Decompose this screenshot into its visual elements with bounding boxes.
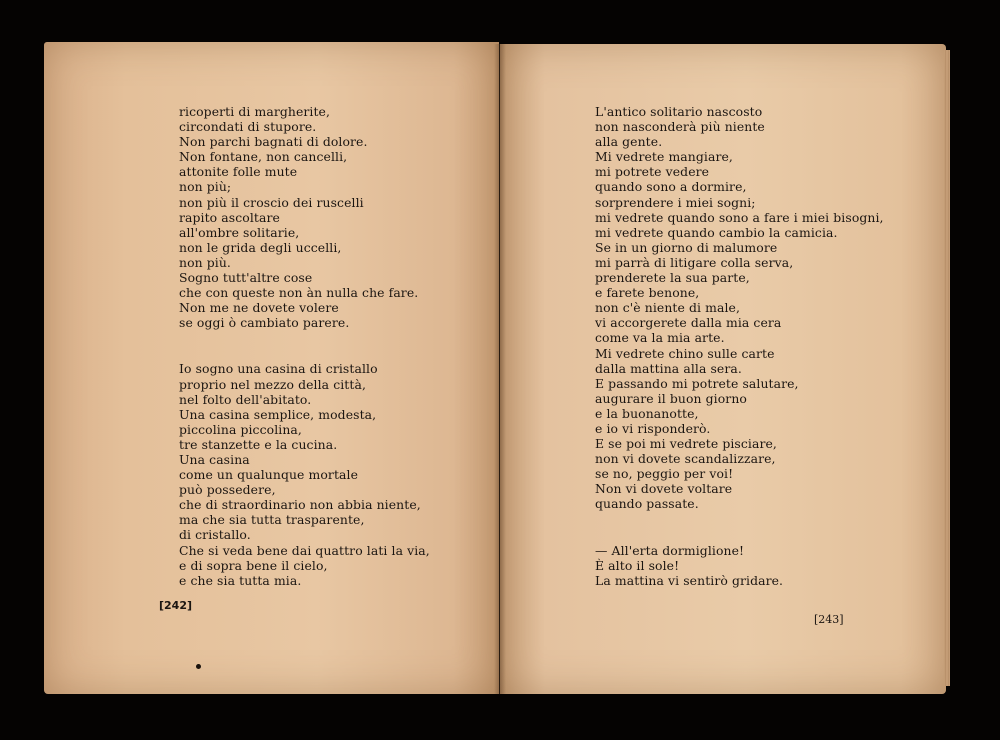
poem-line: mi vedrete quando cambio la camicia.: [595, 224, 838, 240]
poem-line: mi vedrete quando sono a fare i miei bisogni,: [595, 209, 884, 225]
poem-line: non più.: [179, 254, 231, 270]
poem-line: quando passate.: [595, 496, 699, 512]
poem-line: se oggi ò cambiato parere.: [179, 315, 350, 331]
left-poem-text: [179, 104, 430, 588]
poem-line: ma che sia tutta trasparente,: [179, 512, 365, 528]
poem-line: Una casina: [179, 451, 250, 467]
poem-line: può possedere,: [179, 482, 276, 498]
poem-line: quando sono a dormire,: [595, 179, 747, 195]
poem-line: Una casina semplice, modesta,: [179, 406, 377, 422]
poem-line: non le grida degli uccelli,: [179, 239, 342, 255]
poem-line: Che si veda bene dai quattro lati la via,: [179, 542, 430, 558]
poem-line: Non parchi bagnati di dolore.: [179, 134, 368, 150]
poem-line: Mi vedrete mangiare,: [595, 149, 733, 165]
stanza-break: [595, 512, 884, 543]
poem-line: se no, peggio per voi!: [595, 466, 734, 482]
poem-line: mi parrà di litigare colla serva,: [595, 254, 794, 270]
poem-line: alla gente.: [595, 134, 663, 150]
poem-line: ricoperti di margherite,: [179, 104, 331, 119]
poem-line: E se poi mi vedrete pisciare,: [595, 436, 777, 452]
poem-line: — All'erta dormiglione!: [595, 542, 745, 558]
poem-line: non vi dovete scandalizzare,: [595, 451, 776, 467]
right-page-number: [243]: [814, 613, 844, 626]
poem-line: prenderete la sua parte,: [595, 270, 750, 286]
poem-line: e che sia tutta mia.: [179, 572, 302, 588]
poem-line: non c'è niente di male,: [595, 300, 740, 316]
poem-line: Sogno tutt'altre cose: [179, 270, 313, 286]
poem-line: vi accorgerete dalla mia cera: [595, 315, 782, 331]
poem-line: mi potrete vedere: [595, 164, 710, 180]
poem-line: di cristallo.: [179, 527, 251, 543]
poem-line: nel folto dell'abitato.: [179, 391, 312, 407]
left-page-number: [242]: [159, 599, 193, 612]
poem-line: L'antico solitario nascosto: [595, 104, 763, 119]
poem-line: circondati di stupore.: [179, 119, 317, 135]
poem-line: Se in un giorno di malumore: [595, 239, 778, 255]
poem-line: come un qualunque mortale: [179, 467, 359, 483]
poem-line: e la buonanotte,: [595, 405, 699, 421]
poem-line: proprio nel mezzo della città,: [179, 376, 366, 392]
poem-line: e io vi risponderò.: [595, 420, 711, 436]
poem-line: dalla mattina alla sera.: [595, 360, 742, 376]
poem-line: Non me ne dovete volere: [179, 300, 339, 316]
stanza-break: [179, 330, 430, 361]
poem-line: piccolina piccolina,: [179, 421, 302, 437]
poem-line: tre stanzette e la cucina.: [179, 436, 338, 452]
poem-line: Non vi dovete voltare: [595, 481, 733, 497]
poem-line: non più;: [179, 179, 232, 195]
poem-line: La mattina vi sentirò gridare.: [595, 572, 784, 588]
poem-line: non più il croscio dei ruscelli: [179, 194, 364, 210]
poem-line: sorprendere i miei sogni;: [595, 194, 756, 210]
poem-line: che con queste non àn nulla che fare.: [179, 285, 419, 301]
ink-spot: [196, 664, 201, 669]
poem-line: come va la mia arte.: [595, 330, 725, 346]
poem-line: che di straordinario non abbia niente,: [179, 497, 421, 513]
right-poem-text: [595, 104, 884, 588]
book-gutter: [494, 44, 506, 694]
poem-line: E passando mi potrete salutare,: [595, 375, 799, 391]
poem-line: augurare il buon giorno: [595, 390, 747, 406]
page-edges: [944, 50, 950, 686]
poem-line: e farete benone,: [595, 285, 700, 301]
poem-line: Mi vedrete chino sulle carte: [595, 345, 775, 361]
poem-line: all'ombre solitarie,: [179, 224, 300, 240]
poem-line: Io sogno una casina di cristallo: [179, 361, 378, 377]
poem-line: e di sopra bene il cielo,: [179, 557, 328, 573]
poem-line: È alto il sole!: [595, 557, 680, 573]
poem-line: rapito ascoltare: [179, 209, 280, 225]
poem-line: attonite folle mute: [179, 164, 298, 180]
poem-line: non nasconderà più niente: [595, 119, 765, 135]
poem-line: Non fontane, non cancelli,: [179, 149, 348, 165]
